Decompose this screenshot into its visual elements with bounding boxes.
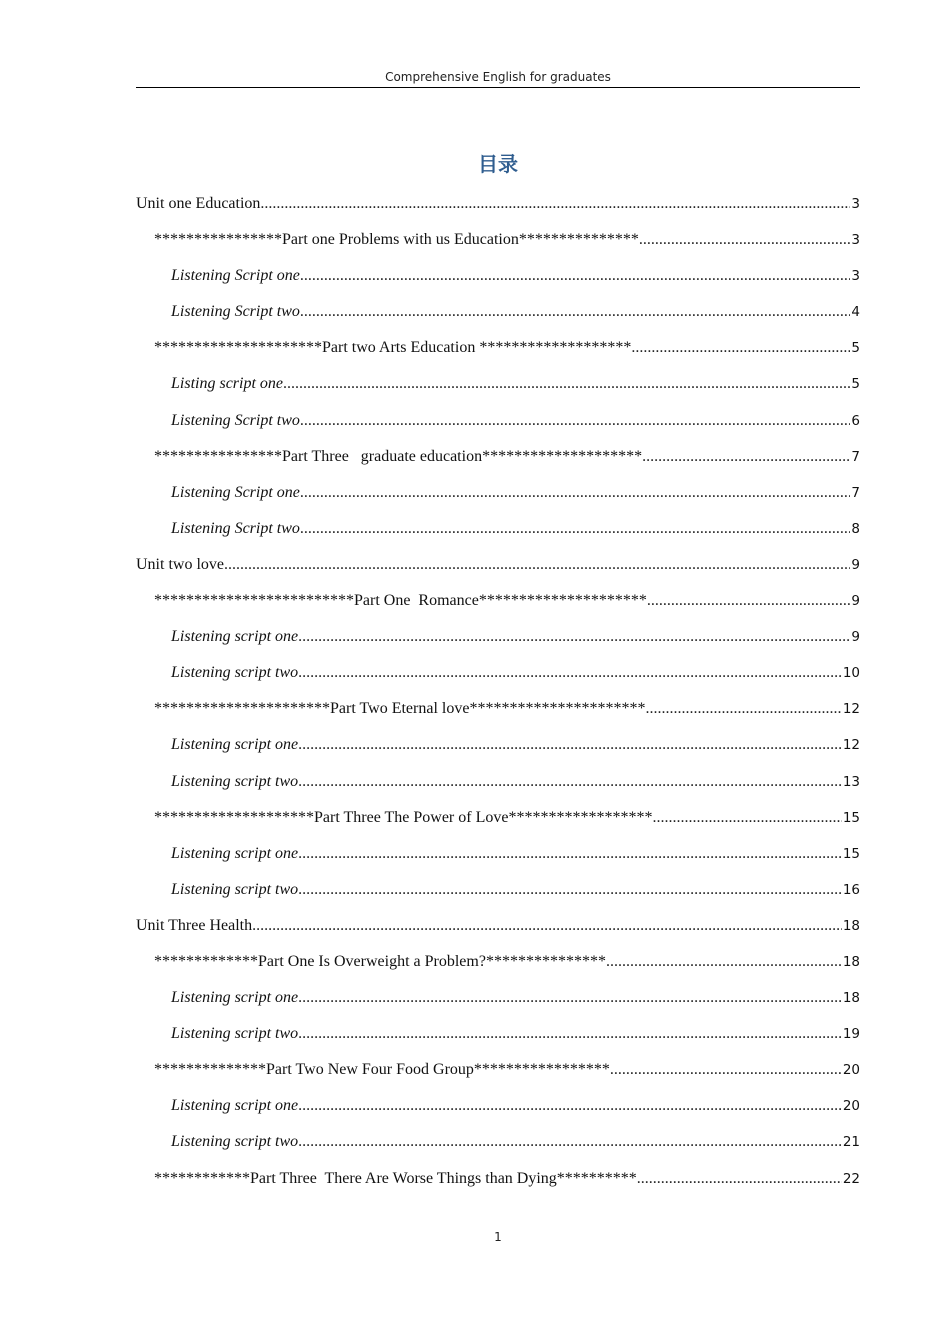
toc-entry-title: *************************Part One Romance********************* xyxy=(154,592,647,610)
toc-entry-page: 4 xyxy=(851,304,860,321)
toc-entry-title: ********************Part Three The Power of Love****************** xyxy=(154,808,653,826)
toc-entry[interactable] xyxy=(136,1022,860,1058)
toc-entry-page: 18 xyxy=(842,990,860,1007)
toc-entry[interactable] xyxy=(136,733,860,769)
toc-dot-leader xyxy=(298,770,842,794)
toc-dot-leader xyxy=(300,264,851,288)
toc-entry-page: 12 xyxy=(842,737,860,754)
toc-dot-leader xyxy=(260,192,850,216)
toc-entry-page: 18 xyxy=(842,917,860,934)
toc-entry[interactable] xyxy=(136,1058,860,1094)
toc-entry-page: 7 xyxy=(851,484,860,501)
page-footer xyxy=(136,1230,860,1244)
toc-entry-title: **************Part Two New Four Food Group***************** xyxy=(154,1061,610,1079)
toc-entry-title: Listening script one xyxy=(171,628,299,646)
toc-dot-leader xyxy=(637,1167,842,1191)
header-text: Comprehensive English for graduates xyxy=(385,70,611,84)
toc-dot-leader xyxy=(645,697,841,721)
page-number: 1 xyxy=(494,1230,502,1244)
toc-entry[interactable] xyxy=(136,264,860,300)
toc-dot-leader xyxy=(631,336,850,360)
toc-entry[interactable] xyxy=(136,300,860,336)
toc-entry-page: 3 xyxy=(851,268,860,285)
toc-entry-page: 21 xyxy=(842,1134,860,1151)
toc-dot-leader xyxy=(300,481,851,505)
toc-entry[interactable] xyxy=(136,445,860,481)
toc-entry-page: 5 xyxy=(851,340,860,357)
toc-entry-page: 9 xyxy=(851,593,860,610)
toc-entry-title: Listening script one xyxy=(171,1097,299,1115)
toc-entry[interactable] xyxy=(136,878,860,914)
toc-entry[interactable] xyxy=(136,192,860,228)
toc-dot-leader xyxy=(298,1094,842,1118)
toc-entry[interactable] xyxy=(136,553,860,589)
toc-entry[interactable] xyxy=(136,697,860,733)
page-header xyxy=(136,68,860,88)
toc-entry[interactable] xyxy=(136,517,860,553)
toc-entry-page: 15 xyxy=(842,845,860,862)
toc-entry-title: ************Part Three There Are Worse Things than Dying********** xyxy=(154,1169,637,1187)
toc-title: 目录 xyxy=(478,152,518,176)
toc-entry-title: Listening Script two xyxy=(171,411,300,429)
toc-dot-leader xyxy=(298,1022,842,1046)
toc-dot-leader xyxy=(647,589,851,613)
toc-dot-leader xyxy=(298,1130,842,1154)
toc-entry[interactable] xyxy=(136,336,860,372)
toc-dot-leader xyxy=(224,553,850,577)
toc-entry-title: ****************Part Three graduate education******************** xyxy=(154,447,643,465)
toc-entry-title: Unit two love xyxy=(136,555,224,573)
toc-entry-page: 3 xyxy=(851,196,860,212)
toc-dot-leader xyxy=(283,372,850,396)
toc-entry[interactable] xyxy=(136,806,860,842)
toc-dot-leader xyxy=(298,625,850,649)
table-of-contents xyxy=(136,192,860,1203)
toc-dot-leader xyxy=(300,517,851,541)
toc-entry[interactable] xyxy=(136,228,860,264)
toc-entry-page: 15 xyxy=(842,809,860,826)
toc-entry-title: Listing script one xyxy=(171,375,284,393)
toc-entry[interactable] xyxy=(136,986,860,1022)
toc-entry[interactable] xyxy=(136,481,860,517)
toc-entry-title: Listening script two xyxy=(171,664,299,682)
toc-entry-title: Listening script one xyxy=(171,844,299,862)
toc-entry[interactable] xyxy=(136,589,860,625)
toc-entry-page: 13 xyxy=(842,773,860,790)
toc-entry-title: Listening script one xyxy=(171,736,299,754)
toc-dot-leader xyxy=(298,661,842,685)
toc-entry-page: 9 xyxy=(851,556,860,573)
toc-entry-page: 9 xyxy=(851,629,860,646)
toc-entry-page: 19 xyxy=(842,1026,860,1043)
toc-dot-leader xyxy=(298,986,842,1010)
toc-dot-leader xyxy=(606,950,842,974)
toc-entry-page: 22 xyxy=(842,1170,860,1187)
toc-entry-title: *********************Part two Arts Education ******************* xyxy=(154,339,632,357)
toc-entry-title: Unit Three Health xyxy=(136,916,253,934)
toc-entry-title: Listening Script one xyxy=(171,267,300,285)
toc-entry-title: Listening script two xyxy=(171,880,299,898)
toc-entry[interactable] xyxy=(136,409,860,445)
toc-entry-page: 8 xyxy=(851,520,860,537)
toc-entry-page: 10 xyxy=(842,665,860,682)
toc-entry[interactable] xyxy=(136,770,860,806)
toc-dot-leader xyxy=(252,914,842,938)
toc-entry[interactable] xyxy=(136,1167,860,1203)
toc-dot-leader xyxy=(642,445,850,469)
toc-entry[interactable] xyxy=(136,950,860,986)
toc-entry-title: ****************Part one Problems with us Education*************** xyxy=(154,231,639,249)
toc-entry-title: Unit one Education xyxy=(136,195,261,212)
toc-entry-title: Listening script two xyxy=(171,1025,299,1043)
toc-entry-page: 6 xyxy=(851,412,860,429)
toc-entry-title: *************Part One Is Overweight a Problem?*************** xyxy=(154,952,606,970)
toc-dot-leader xyxy=(298,878,842,902)
toc-entry-title: **********************Part Two Eternal love********************** xyxy=(154,700,646,718)
toc-entry-title: Listening script one xyxy=(171,989,299,1007)
toc-entry[interactable] xyxy=(136,842,860,878)
toc-entry[interactable] xyxy=(136,372,860,408)
toc-entry-page: 12 xyxy=(842,701,860,718)
toc-entry-page: 20 xyxy=(842,1062,860,1079)
toc-dot-leader xyxy=(610,1058,842,1082)
toc-dot-leader xyxy=(300,300,851,324)
toc-dot-leader xyxy=(652,806,841,830)
toc-entry[interactable] xyxy=(136,914,860,950)
toc-entry[interactable] xyxy=(136,661,860,697)
toc-entry[interactable] xyxy=(136,1130,860,1166)
toc-dot-leader xyxy=(298,733,842,757)
toc-entry-page: 20 xyxy=(842,1098,860,1115)
toc-entry-title: Listening Script two xyxy=(171,519,300,537)
toc-entry-title: Listening script two xyxy=(171,772,299,790)
toc-entry[interactable] xyxy=(136,625,860,661)
toc-entry-title: Listening script two xyxy=(171,1133,299,1151)
toc-entry-page: 7 xyxy=(851,448,860,465)
toc-entry[interactable] xyxy=(136,1094,860,1130)
toc-dot-leader xyxy=(300,409,851,433)
toc-entry-title: Listening Script two xyxy=(171,303,300,321)
toc-entry-title: Listening Script one xyxy=(171,483,300,501)
toc-entry-page: 16 xyxy=(842,881,860,898)
toc-dot-leader xyxy=(298,842,842,866)
toc-entry-page: 18 xyxy=(842,953,860,970)
toc-entry-page: 5 xyxy=(851,376,860,393)
toc-entry-page: 3 xyxy=(851,232,860,249)
toc-dot-leader xyxy=(639,228,851,252)
